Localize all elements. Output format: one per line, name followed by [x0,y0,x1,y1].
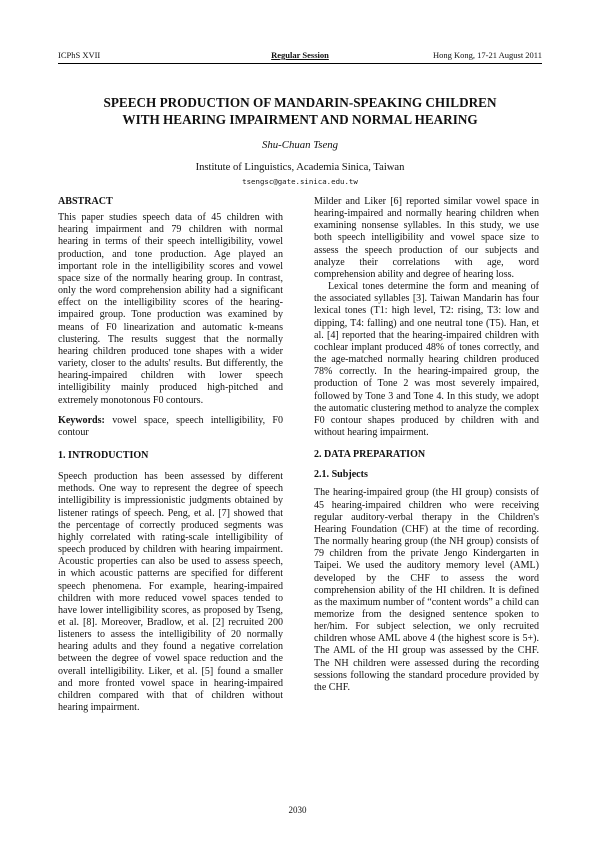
data-prep-heading: 2. DATA PREPARATION [314,449,426,461]
author-affiliation: Institute of Linguistics, Academia Sinica, Taiwan [195,162,405,173]
right-column [314,196,539,694]
paper-title [58,95,542,128]
keywords-label: Keywords: [58,414,105,426]
conference-location-date: Hong Kong, 17-21 August 2011 [432,50,542,60]
abstract-heading: ABSTRACT [58,196,113,207]
author-email: tsengsc@gate.sinica.edu.tw [242,177,358,186]
intro-paragraph-2: Milder and Liker [6] reported similar vowel space in hearing-impaired and normally hearing children when examining nonsense syllables. In this study, we use both speech intelligibility and vowel space size to assess the speech production of our subjects and analyze their correlations with age, word comprehension ability and degree of hearing loss. [314,196,539,280]
subjects-subheading: 2.1. Subjects [314,469,368,481]
conference-name: ICPhS XVII [58,50,101,60]
intro-paragraph-1: Speech production has been assessed by different methods. One way to represent the degree of speech intelligibility is impressionistic judgments obtained by listener ratings of speech. Peng, et al. [7] showed that the percentage of correctly produced segments was highly correlated with rating-scale intelligibility of speech produced by children with hearing impairment. Acoustic properties can also be used to assess speech, in which acoustic patterns are specified for different speech phenomena. For example, hearing-impaired children with more reduced vowel spaces tended to have lower intelligibility scores, as proposed by Tseng, et al. [8]. Moreover, Bradlow, et al. [2] recruited 200 listeners to assess the intelligibility of 20 normally hearing adults and they found a negative correlation between the degree of vowel space reduction and the overall intelligibility. Liker, et al. [5] found a smaller and more fronted vowel space in hearing-impaired children compared with that of children without hearing impairment. [58,471,283,714]
session-label: Regular Session [271,50,329,60]
intro-heading: 1. INTRODUCTION [58,449,149,461]
keywords [58,415,283,439]
keywords-text: vowel space, speech intelligibility, F0 contour [58,414,283,438]
abstract-text: This paper studies speech data of 45 children with hearing impairment and 79 children with normal hearing in terms of their speech intelligibility, vowel production, and tone production. Age played an important role in the intelligibility scores and vowel space size of the normally hearing group. In contrast, only the word comprehension ability had a significant effect on the intelligibility scores of the hearing-impaired group. Tone production was examined by means of F0 linearization and automatic k-means clustering. The results suggest that the normally hearing children produced tone shapes with a wider variety, closer to the adults' results. But differently, the hearing-impaired children with lower speech intelligibility mainly produced high-pitched and extremely monotonous F0 contours. [58,212,283,406]
author-name: Shu-Chuan Tseng [261,139,339,151]
running-header [58,49,542,64]
title-line-2: WITH HEARING IMPAIRMENT AND NORMAL HEARING [122,111,478,127]
left-column [58,196,283,714]
intro-paragraph-3: Lexical tones determine the form and meaning of the associated syllables [3]. Taiwan Mandarin has four lexical tones (T1: high level, T2: rising, T3: low and dipping, T4: falling) and one neutral tone (T5). Han, et al. [4] reported that the hearing-impaired children with cochlear implant produced 48% of tones correctly, and the age-matched normally hearing children produced 78% correctly. In the hearing-impaired group, the production of Tone 2 was most severely impaired, followed by Tone 3 and Tone 4. In this study, we adopt the automatic clustering method to analyze the complex F0 contour shapes produced by children with and without hearing impairment. [314,281,539,438]
title-line-1: SPEECH PRODUCTION OF MANDARIN-SPEAKING CHILDREN [103,95,497,110]
subjects-paragraph: The hearing-impaired group (the HI group) consists of 45 hearing-impaired children who were receiving regular auditory-verbal therapy in the Children's Hearing Foundation (CHF) at the time of recording. The normally hearing group (the NH group) consists of 79 children from the private Jengo Kindergarten in Taipei. We used the auditory memory level (AML) developed by the CHF to assess the word comprehension ability of the HI children. It is defined as the maximum number of “content words” a child can memorize from the designed sentence spoken to her/him. For subject selection, we only recruited children whose AML above 4 (the highest score is 5+). The AML of the HI group was assessed by the CHF. The NH children were assessed during the recording sessions following the standard procedure provided by the CHF. [314,487,539,693]
page-number: 2030 [288,805,307,815]
